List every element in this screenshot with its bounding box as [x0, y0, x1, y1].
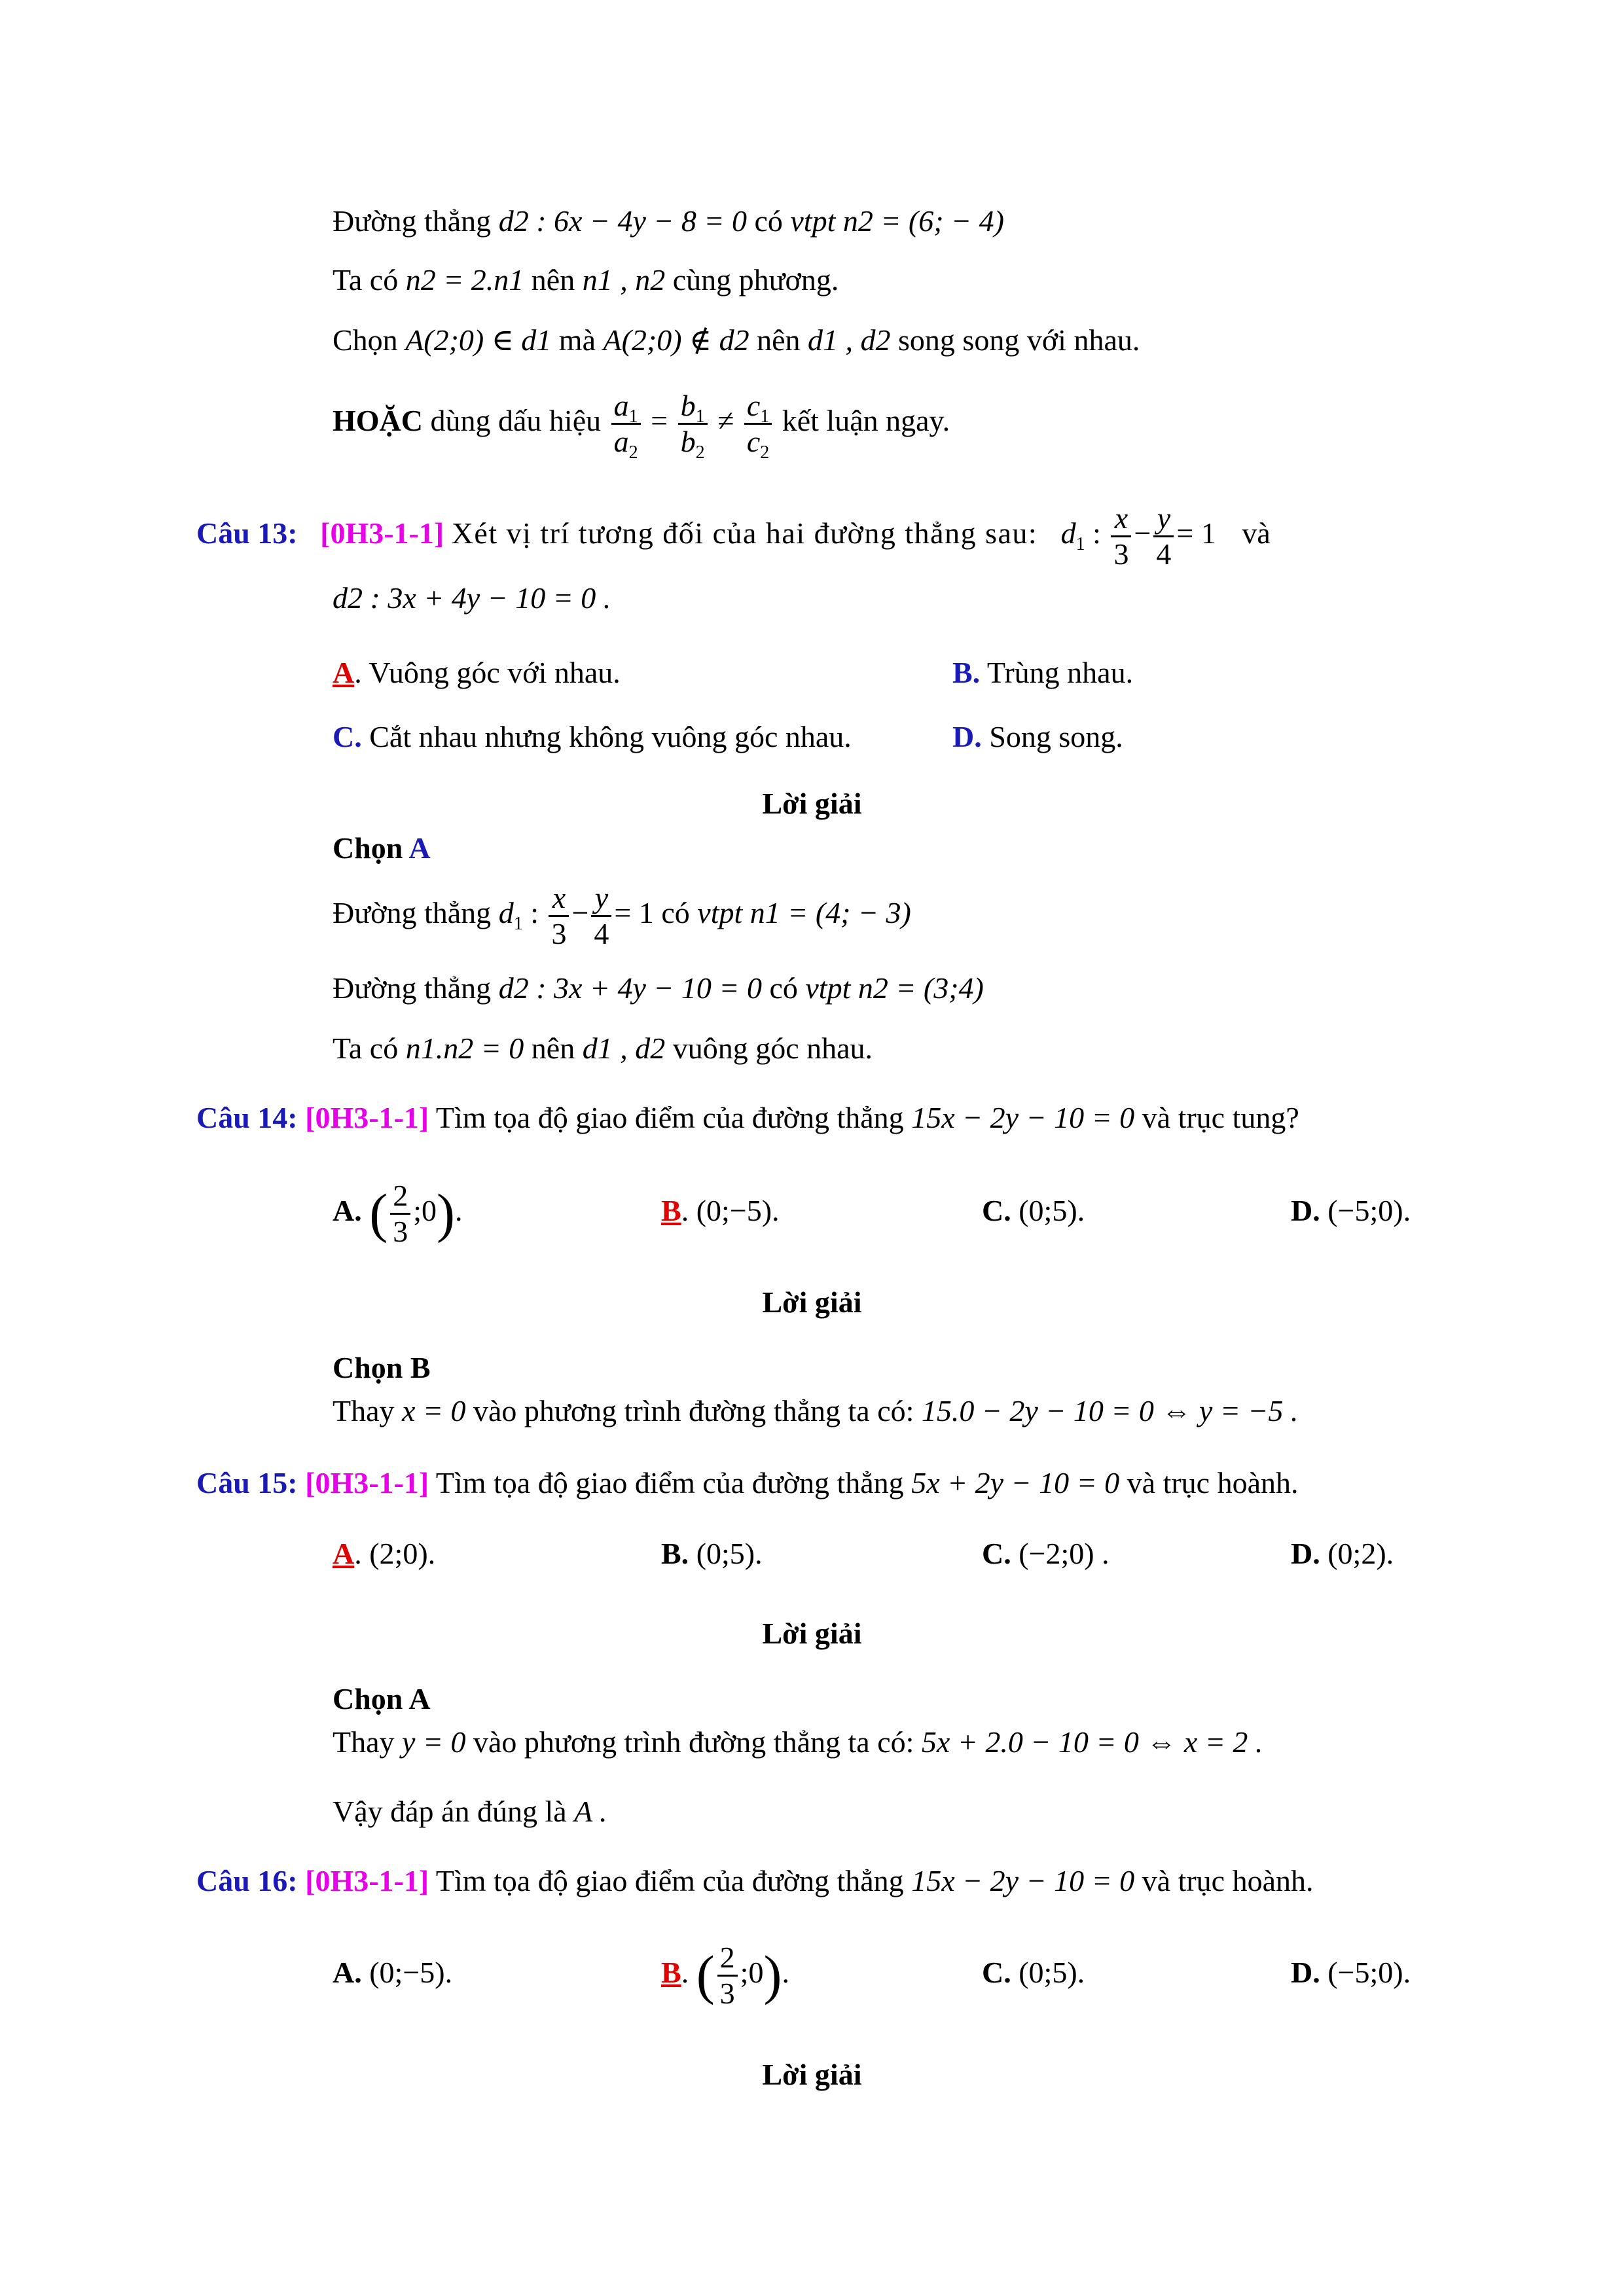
fraction-2-3: $\frac{2}{3}$ — [717, 1941, 738, 2011]
question-tag: [0H3-1-1] — [305, 1466, 429, 1499]
vtpt-line-d2 — [333, 203, 1004, 240]
vector-relation: n2 = 2.n1 — [405, 263, 524, 296]
q14-option-c[interactable] — [982, 1193, 1085, 1229]
option-text: Song song. — [989, 720, 1123, 753]
text: Chọn — [333, 831, 403, 865]
equation-d2: d2 : 3x + 4y − 10 = 0 . — [333, 581, 611, 615]
text: có — [769, 971, 798, 1005]
alternative-line: HOẶC dùng dấu hiệu $\frac{a_1}{a_2}$ = $\frac{b_1}{b_2}$ ≠ $\frac{c_1}{c_2}$ kết luận ngay. — [333, 388, 950, 463]
equation: 15x − 2y − 10 = 0 — [911, 1101, 1135, 1134]
question-text: và trục tung? — [1142, 1101, 1299, 1134]
q16-option-c[interactable] — [982, 1954, 1085, 1991]
question-text: Tìm tọa độ giao điểm của đường thẳng — [435, 1466, 904, 1499]
option-text: (−5;0). — [1327, 1956, 1411, 1989]
option-label: C. — [982, 1537, 1011, 1570]
question-tag: [0H3-1-1] — [320, 516, 444, 550]
option-label: B. — [952, 656, 981, 689]
q14-sol-line1 — [333, 1393, 1298, 1429]
solution-heading: Lời giải — [762, 787, 862, 820]
q15-choose: Chọn A — [333, 1682, 431, 1715]
text: song song với nhau. — [898, 323, 1140, 357]
text: Vậy đáp án đúng là — [333, 1795, 567, 1828]
option-label: D. — [1291, 1956, 1320, 1989]
question-tag: [0H3-1-1] — [305, 1101, 429, 1134]
text: mà — [558, 323, 596, 357]
point-not-in-d2: A(2;0) ∉ d2 — [603, 323, 749, 357]
option-text: . Vuông góc với nhau. — [354, 656, 621, 689]
option-text: Cắt nhau nhưng không vuông góc nhau. — [369, 720, 852, 753]
option-label: C. — [333, 720, 362, 753]
question-13-line2 — [333, 580, 611, 617]
q14-option-a[interactable]: A. ( $\frac{2}{3}$ ;0). — [333, 1178, 463, 1248]
option-label: C. — [982, 1194, 1011, 1227]
equation-d2: d2 : 3x + 4y − 10 = 0 — [498, 971, 762, 1005]
question-number: Câu 14: — [196, 1101, 298, 1134]
vtpt-label: vtpt — [805, 971, 851, 1005]
q13-sol-line1 — [333, 877, 911, 951]
question-15 — [196, 1465, 1299, 1501]
q13-choose — [333, 830, 431, 867]
option-text: Trùng nhau. — [986, 656, 1134, 689]
text: nên — [757, 323, 801, 357]
option-label: A. — [333, 1956, 362, 1989]
q16-option-d[interactable] — [1291, 1954, 1411, 1991]
q13-option-d[interactable] — [952, 719, 1123, 755]
vtpt-label: vtpt — [790, 204, 836, 238]
question-text: và trục hoành. — [1142, 1864, 1314, 1897]
fraction-a: $\frac{a_1}{a_2}$ — [611, 389, 641, 459]
answer-letter: A . — [574, 1795, 607, 1828]
dot-product: n1.n2 = 0 — [405, 1031, 524, 1065]
text: kết luận ngay. — [782, 404, 950, 437]
fraction-b: $\frac{b_1}{b_2}$ — [678, 389, 708, 459]
question-number: Câu 13: — [196, 516, 298, 550]
text: Đường thẳng — [333, 896, 492, 929]
q16-option-a[interactable] — [333, 1954, 452, 1991]
equation: x = 0 — [402, 1394, 466, 1427]
text: cùng phương. — [672, 263, 839, 296]
q15-option-d[interactable] — [1291, 1535, 1394, 1572]
alt-keyword: HOẶC — [333, 404, 423, 437]
text: nên — [531, 263, 575, 296]
q15-option-b[interactable] — [661, 1535, 763, 1572]
option-label: C. — [982, 1956, 1011, 1989]
fraction-c: $\frac{c_1}{c_2}$ — [744, 389, 772, 459]
q13-option-a[interactable] — [333, 655, 621, 691]
option-label: A — [333, 656, 355, 689]
option-text: (−2;0) . — [1019, 1537, 1110, 1570]
option-label: D. — [1291, 1194, 1320, 1227]
lines-names: d1 , d2 — [808, 323, 891, 357]
text: Ta có — [333, 1031, 399, 1065]
option-label: D. — [952, 720, 982, 753]
question-text: Tìm tọa độ giao điểm của đường thẳng — [435, 1864, 904, 1897]
option-text: (0;2). — [1327, 1537, 1394, 1570]
option-text: (0;5). — [696, 1537, 763, 1570]
text: và — [1242, 516, 1271, 550]
q13-sol-line2 — [333, 970, 984, 1007]
equation: y = 0 — [402, 1725, 466, 1759]
q14-option-d[interactable] — [1291, 1193, 1411, 1229]
q13-option-c[interactable] — [333, 719, 852, 755]
equation-d1: $d_1$ : $\frac{x}{3}$ − $\frac{y}{4}$ = 1 — [1060, 501, 1216, 571]
text: vào phương trình đường thẳng ta có: — [473, 1394, 914, 1427]
text: có — [754, 204, 783, 238]
text: vào phương trình đường thẳng ta có: — [473, 1725, 914, 1759]
text: Chọn — [333, 323, 398, 357]
option-text: (0;−5). — [369, 1956, 453, 1989]
option-label: D. — [1291, 1537, 1320, 1570]
option-text: . (0;−5). — [681, 1194, 780, 1227]
q14-choose: Chọn B — [333, 1351, 431, 1384]
question-text: và trục hoành. — [1127, 1466, 1299, 1499]
normal-vector-n2: n2 = (3;4) — [857, 971, 984, 1005]
option-label: A — [333, 1537, 355, 1570]
q13-option-b[interactable] — [952, 655, 1133, 691]
equation: 15x − 2y − 10 = 0 — [911, 1864, 1135, 1897]
lines-names: d1 , d2 — [582, 1031, 666, 1065]
option-label: B — [661, 1194, 681, 1227]
q15-sol-line1 — [333, 1724, 1263, 1761]
option-label: B — [661, 1956, 681, 1989]
text: Thay — [333, 1725, 395, 1759]
point-check-line — [333, 322, 1140, 359]
text: Ta có — [333, 263, 399, 296]
question-16 — [196, 1863, 1314, 1899]
equation-d2: d2 : 6x − 4y − 8 = 0 — [498, 204, 747, 238]
option-label: B. — [661, 1537, 689, 1570]
q15-sol-line2 — [333, 1793, 607, 1830]
text: Đường thẳng — [333, 971, 492, 1005]
q13-sol-line3 — [333, 1030, 873, 1067]
text: dùng dấu hiệu — [430, 404, 602, 437]
text: Thay — [333, 1394, 395, 1427]
q14-option-b[interactable] — [661, 1193, 780, 1229]
question-text: Tìm tọa độ giao điểm của đường thẳng — [435, 1101, 904, 1134]
text: nên — [531, 1031, 575, 1065]
solution-heading: Lời giải — [762, 1285, 862, 1319]
text: vuông góc nhau. — [672, 1031, 873, 1065]
collinear-line — [333, 262, 839, 298]
equation: 15.0 − 2y − 10 = 0 ⇔ y = −5 . — [921, 1394, 1299, 1427]
text: Đường thẳng — [333, 204, 492, 238]
text: có — [661, 896, 690, 929]
question-13 — [196, 497, 1427, 571]
question-number: Câu 15: — [196, 1466, 298, 1499]
option-text: . (2;0). — [354, 1537, 436, 1570]
option-text: (0;5). — [1019, 1956, 1085, 1989]
equation: 5x + 2y − 10 = 0 — [911, 1466, 1120, 1499]
normal-vector-n1: n1 = (4; − 3) — [749, 896, 911, 929]
equation: 5x + 2.0 − 10 = 0 ⇔ x = 2 . — [921, 1725, 1263, 1759]
normal-vector-n2: n2 = (6; − 4) — [842, 204, 1004, 238]
vtpt-label: vtpt — [697, 896, 743, 929]
solution-heading: Lời giải — [762, 2058, 862, 2091]
q15-option-a[interactable] — [333, 1535, 435, 1572]
question-14 — [196, 1100, 1299, 1136]
fraction-2-3: $\frac{2}{3}$ — [390, 1179, 410, 1249]
q16-option-b[interactable]: B. ( $\frac{2}{3}$ ;0). — [661, 1940, 789, 2010]
question-number: Câu 16: — [196, 1864, 298, 1897]
chosen-letter: A — [408, 831, 431, 865]
option-label: A. — [333, 1194, 362, 1227]
point-in-d1: A(2;0) ∈ d1 — [405, 323, 552, 357]
option-text: (−5;0). — [1327, 1194, 1411, 1227]
solution-heading: Lời giải — [762, 1617, 862, 1650]
equation-d1: $d_1$ : $\frac{x}{3}$ − $\frac{y}{4}$ = 1 — [498, 880, 654, 950]
question-tag: [0H3-1-1] — [305, 1864, 429, 1897]
option-text: (0;5). — [1019, 1194, 1085, 1227]
q15-option-c[interactable] — [982, 1535, 1110, 1572]
question-text: Xét vị trí tương đối của hai đường thẳng sau: — [451, 516, 1038, 550]
vector-names: n1 , n2 — [582, 263, 666, 296]
